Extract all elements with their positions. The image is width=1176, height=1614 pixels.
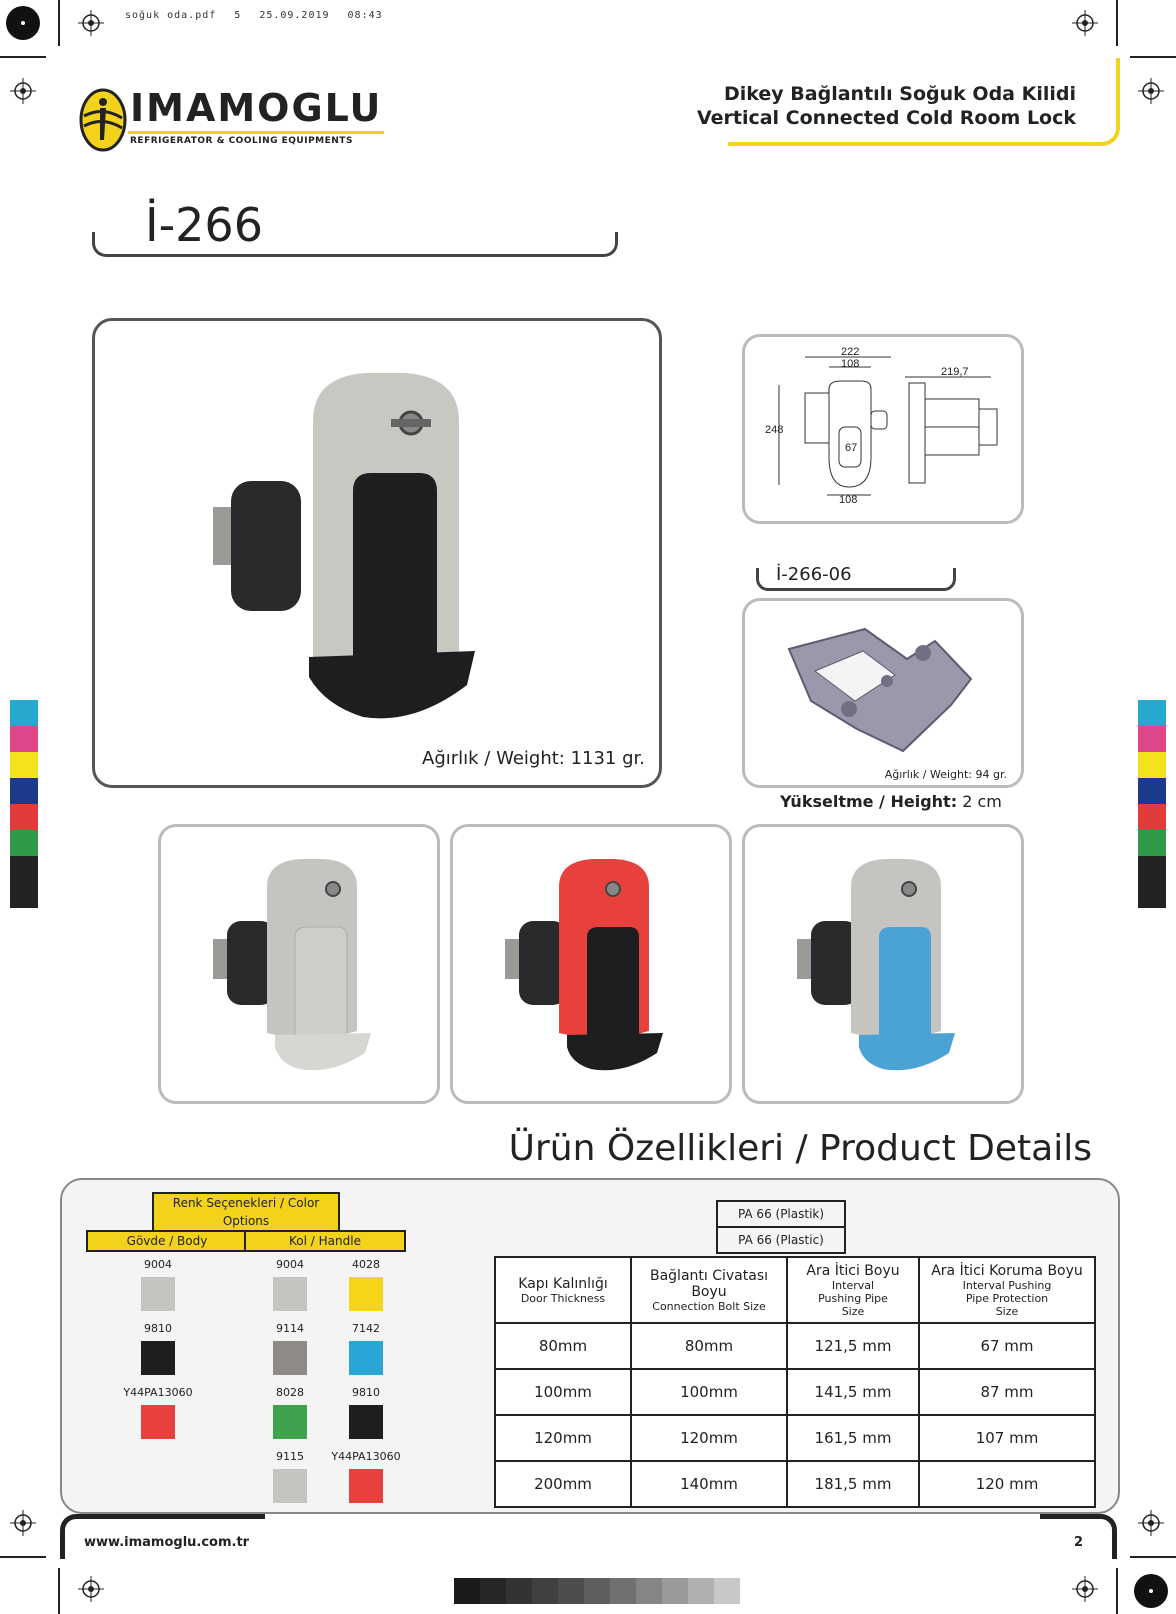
color-swatch-item <box>326 1322 406 1375</box>
color-bar-cell <box>10 752 38 778</box>
color-bar-cell <box>10 882 38 908</box>
crosshair-icon <box>78 1576 104 1602</box>
brand-underline <box>128 131 384 134</box>
color-code: 9810 <box>352 1386 380 1399</box>
color-swatch <box>349 1405 383 1439</box>
crosshair-icon <box>78 10 104 36</box>
dim-label: 108 <box>839 494 858 506</box>
color-code: 9810 <box>144 1322 172 1335</box>
gray-scale-bar <box>454 1578 740 1604</box>
crosshair-icon <box>1138 1510 1164 1536</box>
material-box <box>716 1200 846 1254</box>
color-code: Y44PA13060 <box>123 1386 193 1399</box>
color-swatch <box>349 1277 383 1311</box>
color-swatch-item <box>250 1386 330 1439</box>
table-header: Ara İtici Koruma Boyu Interval Pushing Pipe Protection Size <box>919 1257 1095 1323</box>
color-swatch <box>273 1341 307 1375</box>
registration-dot-bottom-right <box>1134 1574 1168 1608</box>
color-code: 9115 <box>276 1450 304 1463</box>
table-row: 200mm 140mm 181,5 mm 120 mm <box>495 1461 1095 1507</box>
registration-dot-top-left <box>6 6 40 40</box>
crop-line <box>0 56 46 58</box>
crosshair-icon <box>10 1510 36 1536</box>
color-bar-cell <box>1138 752 1166 778</box>
color-bar-cell <box>10 726 38 752</box>
accessory-panel <box>742 598 1024 788</box>
color-swatch <box>349 1341 383 1375</box>
color-code: 7142 <box>352 1322 380 1335</box>
table-header: Ara İtici Boyu Interval Pushing Pipe Size <box>787 1257 919 1323</box>
gray-bar-cell <box>454 1578 480 1604</box>
color-swatch-item <box>118 1322 198 1375</box>
color-swatch-item <box>326 1450 406 1503</box>
color-swatch-item <box>326 1258 406 1311</box>
table-row: 120mm 120mm 161,5 mm 107 mm <box>495 1415 1095 1461</box>
gray-bar-cell <box>558 1578 584 1604</box>
lock-product-image <box>95 321 659 785</box>
lock-variant-image <box>745 827 1021 1101</box>
accessory-title: İ-266-06 <box>776 564 852 585</box>
color-swatch-item <box>250 1258 330 1311</box>
color-swatch <box>141 1405 175 1439</box>
color-code: 9114 <box>276 1322 304 1335</box>
color-swatch-item <box>118 1386 198 1439</box>
color-code: 4028 <box>352 1258 380 1271</box>
color-code: Y44PA13060 <box>331 1450 401 1463</box>
crop-line <box>1130 1556 1176 1558</box>
gray-bar-cell <box>636 1578 662 1604</box>
gray-bar-cell <box>506 1578 532 1604</box>
color-swatch <box>273 1405 307 1439</box>
dim-label: 67 <box>845 442 858 454</box>
footer-url-link[interactable]: www.imamoglu.com.tr <box>84 1535 250 1550</box>
color-swatch <box>141 1341 175 1375</box>
crop-line <box>0 1556 46 1558</box>
color-swatch-item <box>250 1322 330 1375</box>
crop-line <box>58 1568 60 1614</box>
crosshair-icon <box>1138 78 1164 104</box>
accessory-weight-label: Ağırlık / Weight: 94 gr. <box>884 768 1007 781</box>
material-en: PA 66 (Plastic) <box>718 1226 844 1252</box>
print-slug: soğuk oda.pdf 5 25.09.2019 08:43 <box>125 10 383 21</box>
color-bar-cell <box>1138 804 1166 830</box>
color-bar-cell <box>1138 882 1166 908</box>
product-weight-label: Ağırlık / Weight: 1131 gr. <box>422 748 645 769</box>
color-bar-cell <box>1138 778 1166 804</box>
lock-variant-image <box>161 827 437 1101</box>
color-bar-cell <box>1138 726 1166 752</box>
technical-drawing-panel <box>742 334 1024 524</box>
color-options-label: Renk Seçenekleri / Color Options <box>152 1192 340 1232</box>
spec-table <box>494 1256 1096 1508</box>
main-product-panel <box>92 318 662 788</box>
dim-label: 222 <box>841 346 860 358</box>
color-code: 9004 <box>276 1258 304 1271</box>
brand-tagline: REFRIGERATOR & COOLING EQUIPMENTS <box>130 136 353 146</box>
dim-label: 248 <box>765 424 784 436</box>
gray-bar-cell <box>714 1578 740 1604</box>
gray-bar-cell <box>610 1578 636 1604</box>
gray-bar-cell <box>662 1578 688 1604</box>
variant-panel-gray <box>158 824 440 1104</box>
crosshair-icon <box>1072 1576 1098 1602</box>
crosshair-icon <box>10 78 36 104</box>
color-bar-cell <box>10 700 38 726</box>
section-title: Ürün Özellikleri / Product Details <box>508 1128 1092 1169</box>
color-bar-cell <box>1138 700 1166 726</box>
variant-handle <box>295 927 347 1049</box>
table-row: 100mm 100mm 141,5 mm 87 mm <box>495 1369 1095 1415</box>
variant-panel-blue <box>742 824 1024 1104</box>
crop-line <box>58 0 60 46</box>
color-swatch-item <box>250 1450 330 1503</box>
color-swatch-item <box>118 1258 198 1311</box>
color-bar-cell <box>10 856 38 882</box>
brand-logo-icon <box>78 88 128 152</box>
color-bar-left <box>10 700 38 908</box>
color-code: 8028 <box>276 1386 304 1399</box>
color-bar-cell <box>10 804 38 830</box>
dim-label: 108 <box>841 358 860 370</box>
color-swatch <box>349 1469 383 1503</box>
color-swatch <box>273 1469 307 1503</box>
page-title: Dikey Bağlantılı Soğuk Oda Kilidi Vertical Connected Cold Room Lock <box>696 83 1076 129</box>
color-bar-cell <box>10 830 38 856</box>
handle-label: Kol / Handle <box>244 1230 406 1252</box>
model-title: İ-266 <box>145 198 263 252</box>
color-swatch <box>273 1277 307 1311</box>
gray-bar-cell <box>532 1578 558 1604</box>
lock-variant-image <box>453 827 729 1101</box>
variant-panel-red <box>450 824 732 1104</box>
crosshair-icon <box>1072 10 1098 36</box>
table-row: 80mm 80mm 121,5 mm 67 mm <box>495 1323 1095 1369</box>
color-swatch-item <box>326 1386 406 1439</box>
material-tr: PA 66 (Plastik) <box>737 1207 825 1221</box>
color-bar-cell <box>1138 830 1166 856</box>
table-header: Kapı Kalınlığı Door Thickness <box>495 1257 631 1323</box>
technical-drawing <box>745 337 1021 521</box>
crop-line <box>1116 0 1118 46</box>
brand-name: IMAMOGLU <box>130 86 383 130</box>
body-label: Gövde / Body <box>86 1230 248 1252</box>
color-bar-right <box>1138 700 1166 908</box>
gray-bar-cell <box>688 1578 714 1604</box>
crop-line <box>1130 56 1176 58</box>
crop-line <box>1116 1568 1118 1614</box>
color-swatch <box>141 1277 175 1311</box>
dim-label: 219,7 <box>941 366 969 378</box>
accessory-image <box>745 601 1021 785</box>
color-bar-cell <box>1138 856 1166 882</box>
gray-bar-cell <box>480 1578 506 1604</box>
page-number: 2 <box>1074 1535 1084 1550</box>
gray-bar-cell <box>584 1578 610 1604</box>
table-header: Bağlantı Civatası Boyu Connection Bolt Size <box>631 1257 787 1323</box>
color-bar-cell <box>10 778 38 804</box>
accessory-height-label: Yükseltme / Height: 2 cm <box>780 792 1002 811</box>
color-code: 9004 <box>144 1258 172 1271</box>
